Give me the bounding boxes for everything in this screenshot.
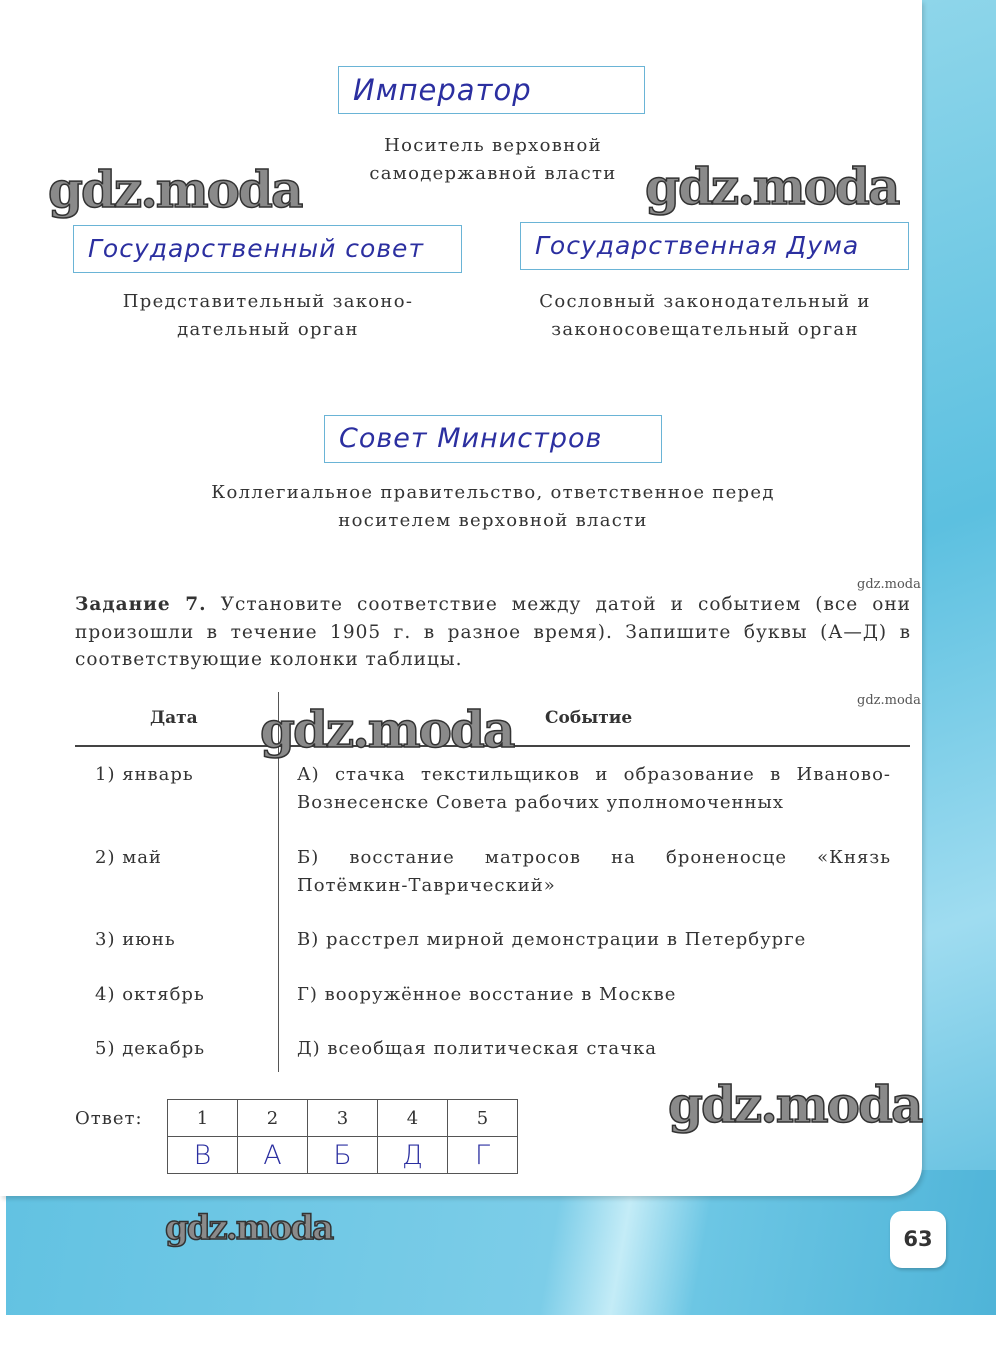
council-ministers-description [163,479,823,535]
state-council-answer-box[interactable]: Государственный совет [73,225,462,273]
date-1: 1) январь [95,764,194,785]
answer-number: 1 [168,1100,238,1137]
event-a: А) стачка текстильщиков и образование в Иваново-Вознесенске Совета рабочих уполномоченных [297,764,891,813]
emperor-answer-box[interactable]: Император [338,66,645,114]
desc-line: носителем верховной власти [338,510,648,531]
date-4: 4) октябрь [95,984,205,1005]
state-duma-description [495,288,915,344]
answer-label: Ответ: [75,1108,143,1129]
date-3: 3) июнь [95,929,176,950]
answer-table [167,1099,518,1174]
desc-line: самодержавной власти [369,163,617,184]
desc-line: Сословный законодательный и [539,291,871,312]
council-ministers-answer-box[interactable]: Совет Министров [324,415,662,463]
answer-cell[interactable]: А [238,1137,308,1174]
date-2: 2) май [95,847,162,868]
watermark: gdz.moda [260,700,514,759]
task7-prompt [75,591,911,674]
watermark-small: gdz.moda [857,693,921,708]
watermark-small: gdz.moda [857,577,921,592]
state-council-description [68,288,468,344]
desc-line: дательный орган [177,319,359,340]
state-duma-answer-box[interactable]: Государственная Дума [520,222,909,270]
page-number: 63 [890,1211,946,1268]
answer-number: 2 [238,1100,308,1137]
event-b: Б) восстание матросов на броненосце «Князь Потёмкин-Таврический» [297,847,891,896]
answer-cell[interactable]: Г [448,1137,518,1174]
desc-line: Представительный законо- [122,291,414,312]
desc-line: Носитель верховной [384,135,602,156]
event-d: Д) всеобщая политическая стачка [297,1038,658,1059]
column-header-event: Событие [545,708,633,728]
task7-text: Установите соответствие между датой и событием (все они произошли в течение 1905 г. в разное время). Запишите буквы (А—Д) в соответствующие колонки таблицы. [75,594,911,670]
answer-cell[interactable]: Д [378,1137,448,1174]
answer-cell[interactable]: В [168,1137,238,1174]
watermark: gdz.moda [48,160,302,219]
watermark: gdz.moda [645,157,899,216]
date-5: 5) декабрь [95,1038,206,1059]
answer-cell[interactable]: Б [308,1137,378,1174]
desc-line: законосовещательный орган [551,319,859,340]
watermark: gdz.moda [668,1075,922,1134]
answer-number: 3 [308,1100,378,1137]
event-v: В) расстрел мирной демонстрации в Петербурге [297,929,807,950]
desc-line: Коллегиальное правительство, ответственное перед [211,482,775,503]
emperor-description [293,132,693,188]
task7-label: Задание 7. [75,594,207,615]
answer-number: 4 [378,1100,448,1137]
answer-number: 5 [448,1100,518,1137]
column-header-date: Дата [150,708,198,728]
event-g: Г) вооружённое восстание в Москве [297,984,677,1005]
watermark: gdz.moda [165,1208,333,1248]
